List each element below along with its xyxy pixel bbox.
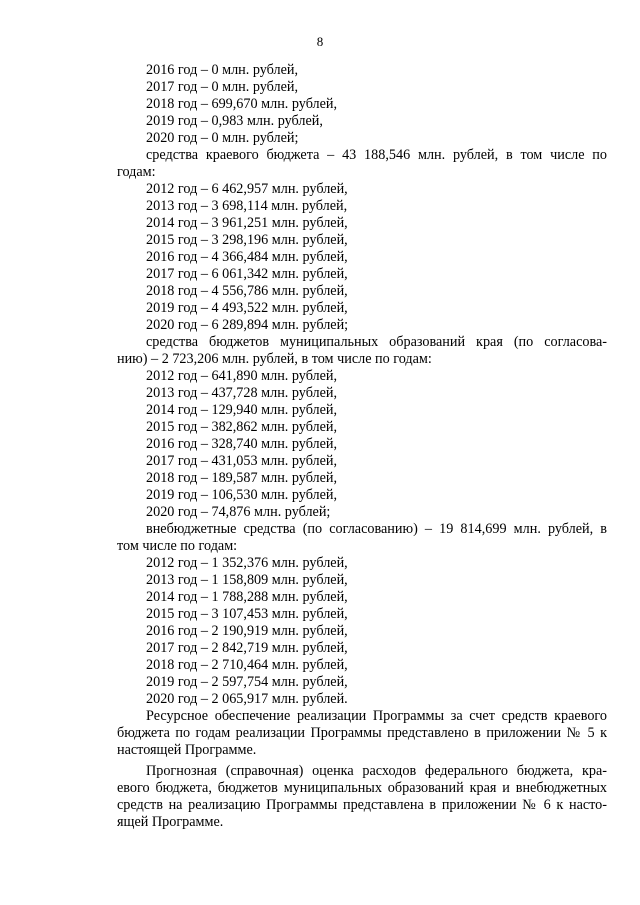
regional-year-2018: 2018 год – 4 556,786 млн. рублей, xyxy=(146,283,348,299)
document-body xyxy=(117,62,607,831)
municipal-year-2018: 2018 год – 189,587 млн. рублей, xyxy=(146,470,338,486)
regional-year-2017: 2017 год – 6 061,342 млн. рублей, xyxy=(146,266,348,282)
federal-year-2019: 2019 год – 0,983 млн. рублей, xyxy=(146,113,323,129)
extrabudgetary-year-2014: 2014 год – 1 788,288 млн. рублей, xyxy=(146,589,348,605)
regional-year-2020: 2020 год – 6 289,894 млн. рублей; xyxy=(146,317,349,333)
regional-year-2014: 2014 год – 3 961,251 млн. рублей, xyxy=(146,215,348,231)
regional-year-2015: 2015 год – 3 298,196 млн. рублей, xyxy=(146,232,348,248)
federal-year-2017: 2017 год – 0 млн. рублей, xyxy=(146,79,299,95)
resource-line1: Ресурсное обеспечение реализации Программы за счет средств краевого xyxy=(146,708,607,724)
page-number: 8 xyxy=(316,34,324,49)
municipal-heading-line2: нию) – 2 723,206 млн. рублей, в том числе по годам: xyxy=(117,351,432,367)
extrabudgetary-year-2018: 2018 год – 2 710,464 млн. рублей, xyxy=(146,657,348,673)
forecast-line1: Прогнозная (справочная) оценка расходов федерального бюджета, кра- xyxy=(146,763,607,779)
municipal-year-2019: 2019 год – 106,530 млн. рублей, xyxy=(146,487,338,503)
extrabudgetary-year-2013: 2013 год – 1 158,809 млн. рублей, xyxy=(146,572,348,588)
regional-heading-line2: годам: xyxy=(117,164,156,180)
municipal-year-2013: 2013 год – 437,728 млн. рублей, xyxy=(146,385,338,401)
extrabudgetary-year-2016: 2016 год – 2 190,919 млн. рублей, xyxy=(146,623,348,639)
extrabudgetary-heading-line2: том числе по годам: xyxy=(117,538,238,554)
extrabudgetary-year-2020: 2020 год – 2 065,917 млн. рублей. xyxy=(146,691,348,707)
extrabudgetary-heading-line1: внебюджетные средства (по согласованию) – 19 814,699 млн. рублей, в xyxy=(146,521,607,537)
regional-heading-line1: средства краевого бюджета – 43 188,546 млн. рублей, в том числе по xyxy=(146,147,607,163)
extrabudgetary-year-2012: 2012 год – 1 352,376 млн. рублей, xyxy=(146,555,348,571)
municipal-heading-line1: средства бюджетов муниципальных образований края (по согласова- xyxy=(146,334,607,350)
regional-year-2013: 2013 год – 3 698,114 млн. рублей, xyxy=(146,198,348,214)
extrabudgetary-section xyxy=(117,521,607,708)
regional-year-2012: 2012 год – 6 462,957 млн. рублей, xyxy=(146,181,348,197)
municipal-year-2017: 2017 год – 431,053 млн. рублей, xyxy=(146,453,338,469)
forecast-line3: средств на реализацию Программы представлена в приложении № 6 к насто- xyxy=(117,797,607,813)
municipal-year-2012: 2012 год – 641,890 млн. рублей, xyxy=(146,368,338,384)
extrabudgetary-year-2017: 2017 год – 2 842,719 млн. рублей, xyxy=(146,640,348,656)
regional-year-2019: 2019 год – 4 493,522 млн. рублей, xyxy=(146,300,348,316)
resource-line2: бюджета по годам реализации Программы представлено в приложении № 5 к xyxy=(117,725,607,741)
municipal-year-2014: 2014 год – 129,940 млн. рублей, xyxy=(146,402,338,418)
federal-year-2018: 2018 год – 699,670 млн. рублей, xyxy=(146,96,338,112)
resource-paragraph xyxy=(117,708,607,759)
regional-budget-section xyxy=(117,147,607,334)
municipal-budget-section xyxy=(117,334,607,521)
municipal-year-2020: 2020 год – 74,876 млн. рублей; xyxy=(146,504,331,520)
regional-year-2016: 2016 год – 4 366,484 млн. рублей, xyxy=(146,249,348,265)
forecast-line4: ящей Программе. xyxy=(117,814,224,830)
municipal-year-2015: 2015 год – 382,862 млн. рублей, xyxy=(146,419,338,435)
resource-line3: настоящей Программе. xyxy=(117,742,257,758)
federal-year-2016: 2016 год – 0 млн. рублей, xyxy=(146,62,299,78)
extrabudgetary-year-2019: 2019 год – 2 597,754 млн. рублей, xyxy=(146,674,348,690)
municipal-year-2016: 2016 год – 328,740 млн. рублей, xyxy=(146,436,338,452)
forecast-paragraph xyxy=(117,763,607,831)
forecast-line2: евого бюджета, бюджетов муниципальных образований края и внебюджетных xyxy=(117,780,607,796)
extrabudgetary-year-2015: 2015 год – 3 107,453 млн. рублей, xyxy=(146,606,348,622)
federal-budget-years xyxy=(117,62,607,147)
federal-year-2020: 2020 год – 0 млн. рублей; xyxy=(146,130,299,146)
